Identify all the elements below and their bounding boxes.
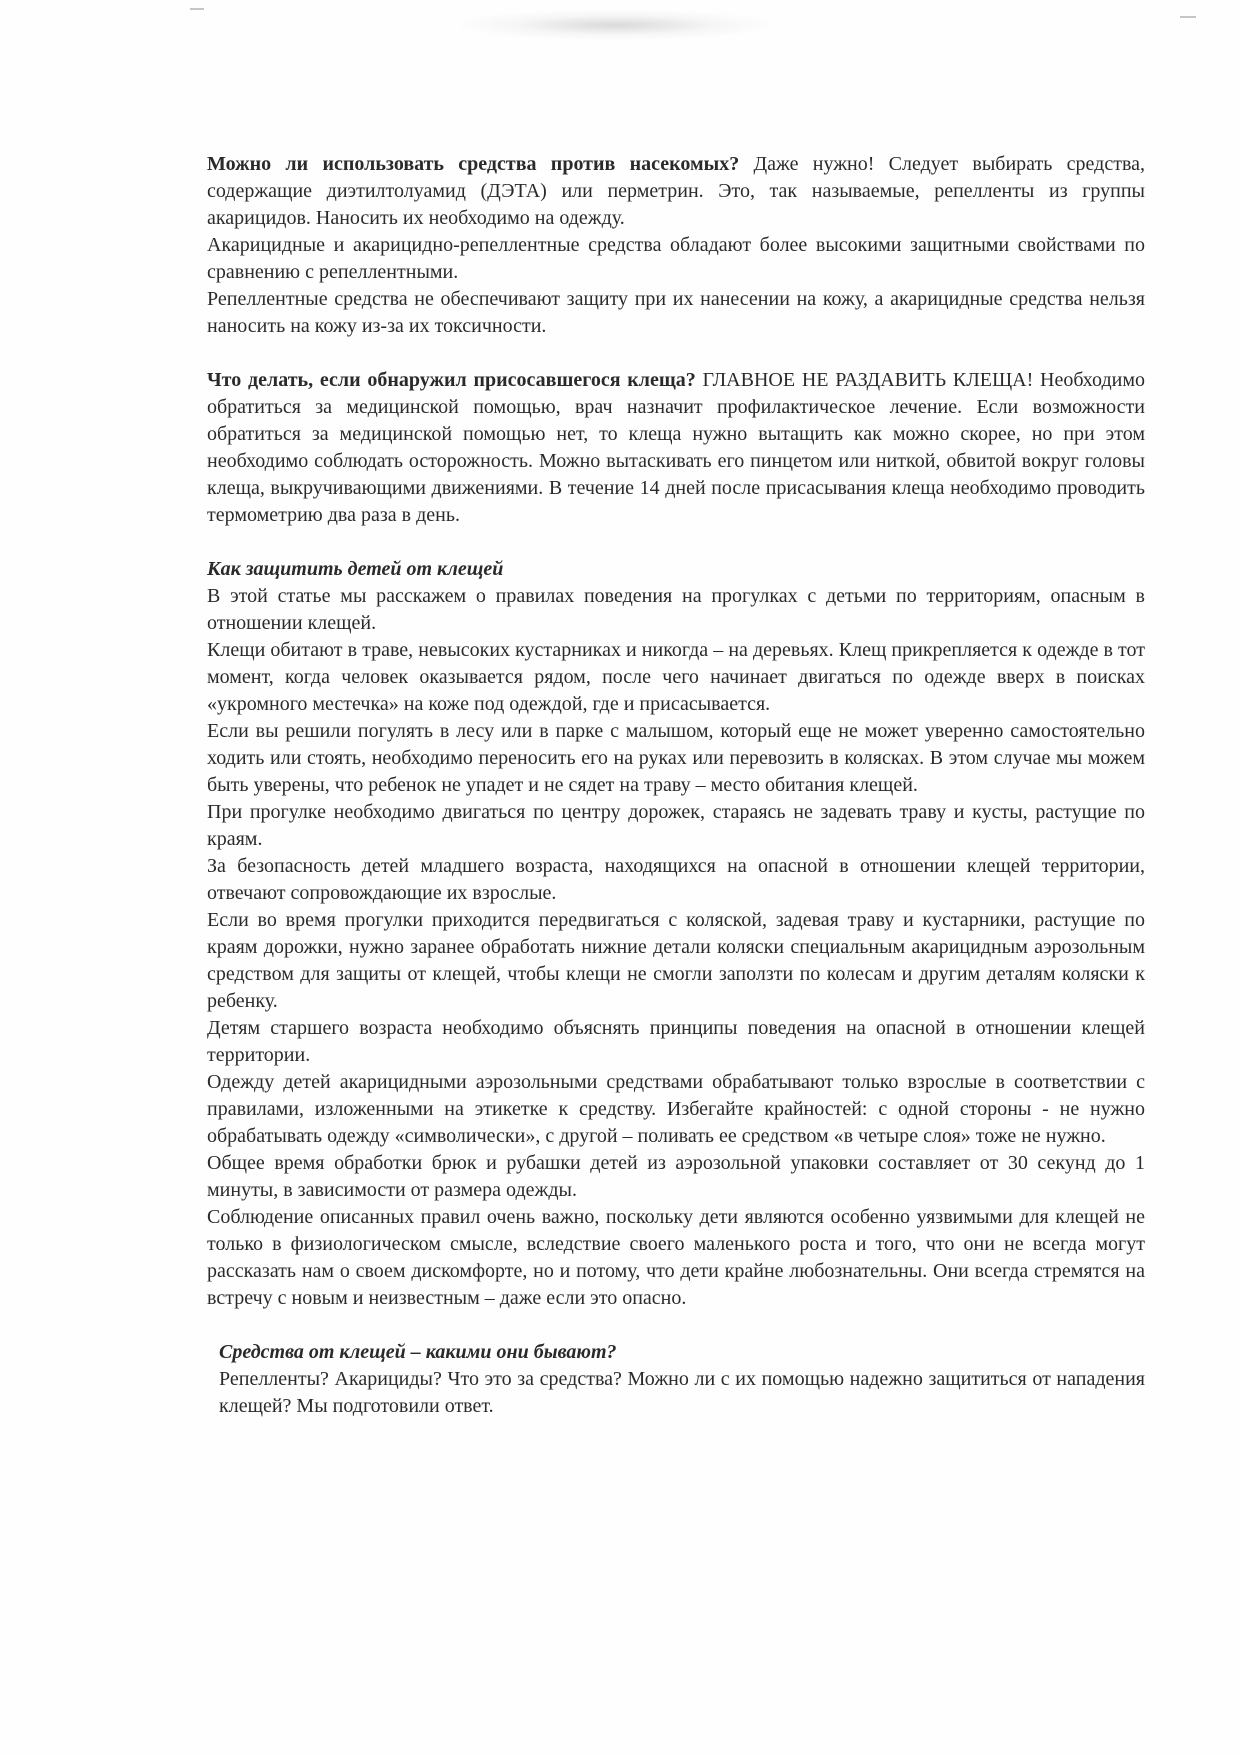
paragraph-gap [207, 529, 1145, 556]
tick-bite-paragraph [207, 367, 1145, 529]
children-paragraph: В этой статье мы расскажем о правилах поведения на прогулках с детьми по территориям, опасным в отношении клещей. [207, 585, 1145, 634]
paragraph-gap [207, 1312, 1145, 1339]
children-paragraph: Если вы решили погулять в лесу или в парке с малышом, который еще не может уверенно самостоятельно ходить или стоять, необходимо переносить его на руках или перевозить в колясках. В этом случае мы можем быть уверены, что ребенок не упадет и не сядет на траву – место обитания клещей. [207, 720, 1145, 796]
children-paragraph: Одежду детей акарицидными аэрозольными средствами обрабатывают только взрослые в соответствии с правилами, изложенными на этикетке к средству. Избегайте крайностей: с одной стороны - не нужно обрабатывать одежду «символически», с другой – поливать ее средством «в четыре слоя» тоже не нужно. [207, 1071, 1145, 1147]
children-paragraph: Если во время прогулки приходится передвигаться с коляской, задевая траву и кустарники, растущие по краям дорожки, нужно заранее обработать нижние детали коляски специальным акарицидным аэрозольным средством для защиты от клещей, чтобы клещи не смогли заползти по колесам и другим деталям коляски к ребенку. [207, 909, 1145, 1012]
tick-bite-answer: ГЛАВНОЕ НЕ РАЗДАВИТЬ КЛЕЩА! Необходимо обратиться за медицинской помощью, врач назначит профилактическое лечение. Если возможности обратиться за медицинской помощью нет, то клеща нужно вытащить как можно скорее, но при этом необходимо соблюдать осторожность. Можно вытаскивать его пинцетом или ниткой, обвитой вокруг головы клеща, выкручивающими движениями. В течение 14 дней после присасывания клеща необходимо проводить термометрию два раза в день. [207, 369, 1145, 526]
insect-repellent-answer: Даже нужно! Следует выбирать средства, содержащие диэтилтолуамид (ДЭТА) или перметрин. Это, так называемые, репелленты из группы акарицидов. Наносить их необходимо на одежду. [207, 153, 1145, 229]
children-paragraph: При прогулке необходимо двигаться по центру дорожек, стараясь не задевать траву и кусты, растущие по краям. [207, 801, 1145, 850]
document-body [207, 151, 1145, 1420]
children-paragraph: За безопасность детей младшего возраста, находящихся на опасной в отношении клещей территории, отвечают сопровождающие их взрослые. [207, 855, 1145, 904]
insect-repellent-question: Можно ли использовать средства против насекомых? [207, 153, 740, 175]
children-protection-heading: Как защитить детей от клещей [207, 558, 504, 580]
children-paragraph: Клещи обитают в траве, невысоких кустарниках и никогда – на деревьях. Клещ прикрепляется к одежде в тот момент, когда человек оказывается рядом, после чего начинает двигаться по одежде вверх в поисках «укромного местечка» на коже под одеждой, где и присасывается. [207, 639, 1145, 715]
children-paragraph: Соблюдение описанных правил очень важно, поскольку дети являются особенно уязвимыми для клещей не только в физиологическом смысле, вследствие своего маленького роста и того, что они не всегда могут рассказать нам о своем дискомфорте, но и потому, что дети крайне любознательны. Они всегда стремятся на встречу с новым и неизвестным – даже если это опасно. [207, 1206, 1145, 1309]
tick-remedies-heading: Средства от клещей – какими они бывают? [219, 1341, 617, 1363]
children-paragraph: Общее время обработки брюк и рубашки детей из аэрозольной упаковки составляет от 30 секунд до 1 минуты, в зависимости от размера одежды. [207, 1152, 1145, 1201]
paragraph-gap [207, 340, 1145, 367]
insect-repellent-paragraph [207, 151, 1145, 232]
tick-remedies-paragraph: Репелленты? Акарициды? Что это за средства? Можно ли с их помощью надежно защититься от нападения клещей? Мы подготовили ответ. [219, 1368, 1145, 1417]
repellent-skin-paragraph: Репеллентные средства не обеспечивают защиту при их нанесении на кожу, а акарицидные средства нельзя наносить на кожу из-за их токсичности. [207, 288, 1145, 337]
children-paragraph: Детям старшего возраста необходимо объяснять принципы поведения на опасной в отношении клещей территории. [207, 1017, 1145, 1066]
scan-artifact [460, 10, 770, 40]
scan-artifact [1180, 16, 1196, 18]
tick-bite-question: Что делать, если обнаружил присосавшегося клеща? [207, 369, 696, 391]
acaricide-comparison-paragraph: Акарицидные и акарицидно-репеллентные средства обладают более высокими защитными свойствами по сравнению с репеллентными. [207, 234, 1145, 283]
scan-artifact [190, 8, 204, 10]
